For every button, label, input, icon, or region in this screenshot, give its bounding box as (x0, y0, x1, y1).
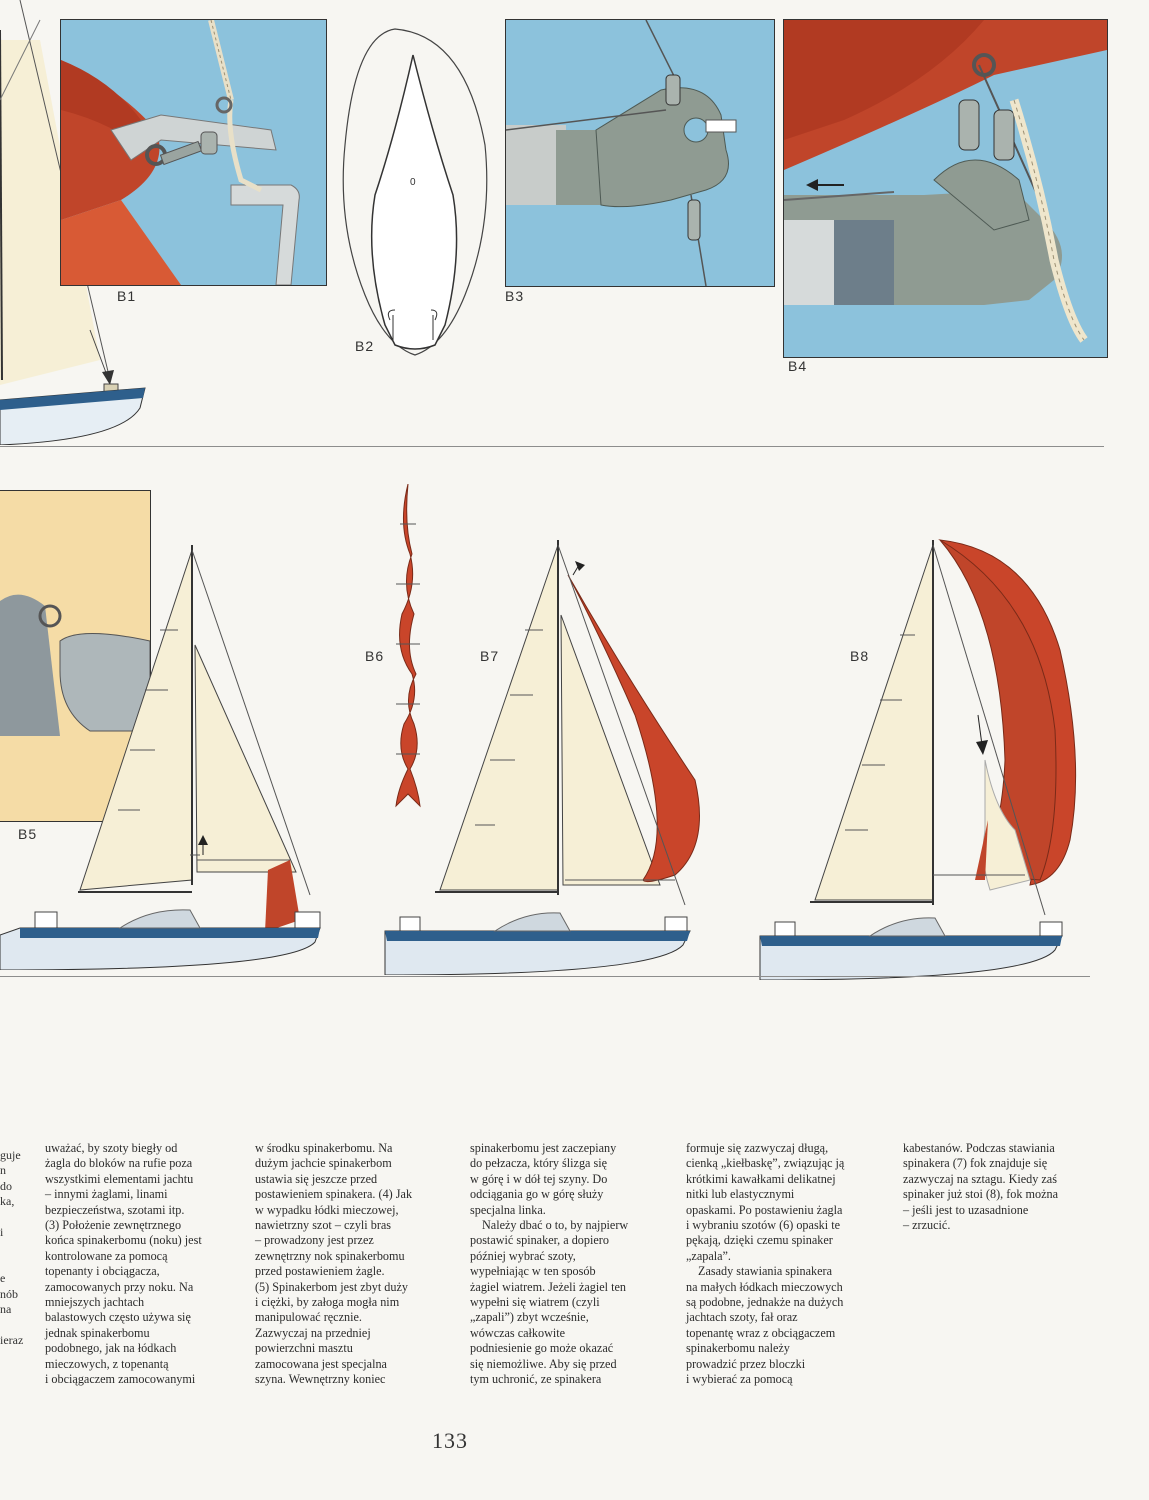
paragraph: kabestanów. Podczas stawiania spinakera (7) fok znajduje się zazwyczaj na sztagu. Kiedy zaś spinaker już stoi (8), fok można – jeśli jest to uzasadnione – zrzucić. (903, 1141, 1059, 1233)
figure-b2-label: B2 (355, 338, 375, 354)
boat-b8 (740, 530, 1102, 980)
figure-b3-label: B3 (505, 288, 525, 304)
figure-b4-label: B4 (788, 358, 808, 374)
figure-b3 (505, 19, 775, 287)
figure-b2-mark: 0 (410, 177, 417, 188)
section-divider-top (0, 446, 1104, 447)
paragraph: uważać, by szoty biegły od żagla do bloków na rufie poza wszystkimi elementami jachtu – innymi żaglami, linami bezpieczeństwa, szotami itp. (3) Położenie zewnętrznego końca spinakerbomu (noku) jest kontrolowane za pomocą topenanty i obciągacza, zamocowanych przy noku. Na mniejszych jachtach balastowych często używa się jednak spinakerbomu podobnego, jak na łódkach mieczowych, z topenantą i obciągaczem zamocowanymi (45, 1141, 202, 1387)
left-margin-fragments: guje n do ka, i e nób na ieraz (0, 1148, 24, 1347)
figure-b2 (335, 25, 495, 365)
paragraph: Zasady stawiania spinakera na małych łódkach mieczowych są podobne, jednakże na dużych jachtach szoty, fał oraz topenantę wraz z obciągaczem spinakerbomu należy prowadzić przez bloczki i wybierać za pomocą (686, 1264, 844, 1387)
text-column-2 (255, 1141, 453, 1388)
paragraph: Należy dbać o to, by najpierw postawić spinaker, a dopiero później wybrać szoty, wypełniając w ten sposób żagiel wiatrem. Jeżeli żagiel ten wypełni się wiatrem (czyli „zapali”) zbyt wcześnie, wówczas całkowite podniesienie go może okazać się niemożliwe. Aby się przed tym uchronić, ze spinakera (470, 1218, 629, 1387)
paragraph: w środku spinakerbomu. Na dużym jachcie spinakerbom ustawia się jeszcze przed postawieniem spinakera. (4) Jak w wypadku łódki mieczowej, nawietrzny szot – czyli bras – prowadzony jest przez zewnętrzny nok spinakerbomu przed postawieniem żagle. (5) Spinakerbom jest zbyt duży i ciężki, by załoga mogła nim manipulować ręcznie. Zazwyczaj na przedniej powierzchni masztu zamocowana jest specjalna szyna. Wewnętrzny koniec (255, 1141, 413, 1387)
section-divider-bottom (0, 976, 1090, 977)
paragraph: spinakerbomu jest zaczepiany do pełzacza, który ślizga się w górę i w dół tej szyny. Do odciągania go w górę służy specjalna linka. (470, 1141, 617, 1217)
page-number: 133 (432, 1428, 468, 1453)
boat-b7 (375, 535, 710, 975)
figure-b1 (60, 19, 327, 286)
paragraph: formuje się zazwyczaj długą, cienką „kiełbaskę”, związując ją krótkimi kawałkami delikatnej nitki lub elastycznymi opaskami. Po postawieniu żagla i wybraniu szotów (6) opaski te pękają, dzięki czemu spinaker „zapala”. (686, 1141, 845, 1263)
figure-b8-label: B8 (850, 648, 870, 664)
figure-b1-label: B1 (117, 288, 137, 304)
boat-b5 (0, 540, 330, 970)
figure-b5-label: B5 (18, 826, 38, 842)
text-column-4 (686, 1141, 891, 1388)
figure-b6-label: B6 (365, 648, 385, 664)
figure-b4 (783, 19, 1108, 358)
text-column-3 (470, 1141, 675, 1388)
text-column-1 (45, 1141, 243, 1388)
figure-b7-label: B7 (480, 648, 500, 664)
text-column-5 (903, 1141, 1103, 1233)
